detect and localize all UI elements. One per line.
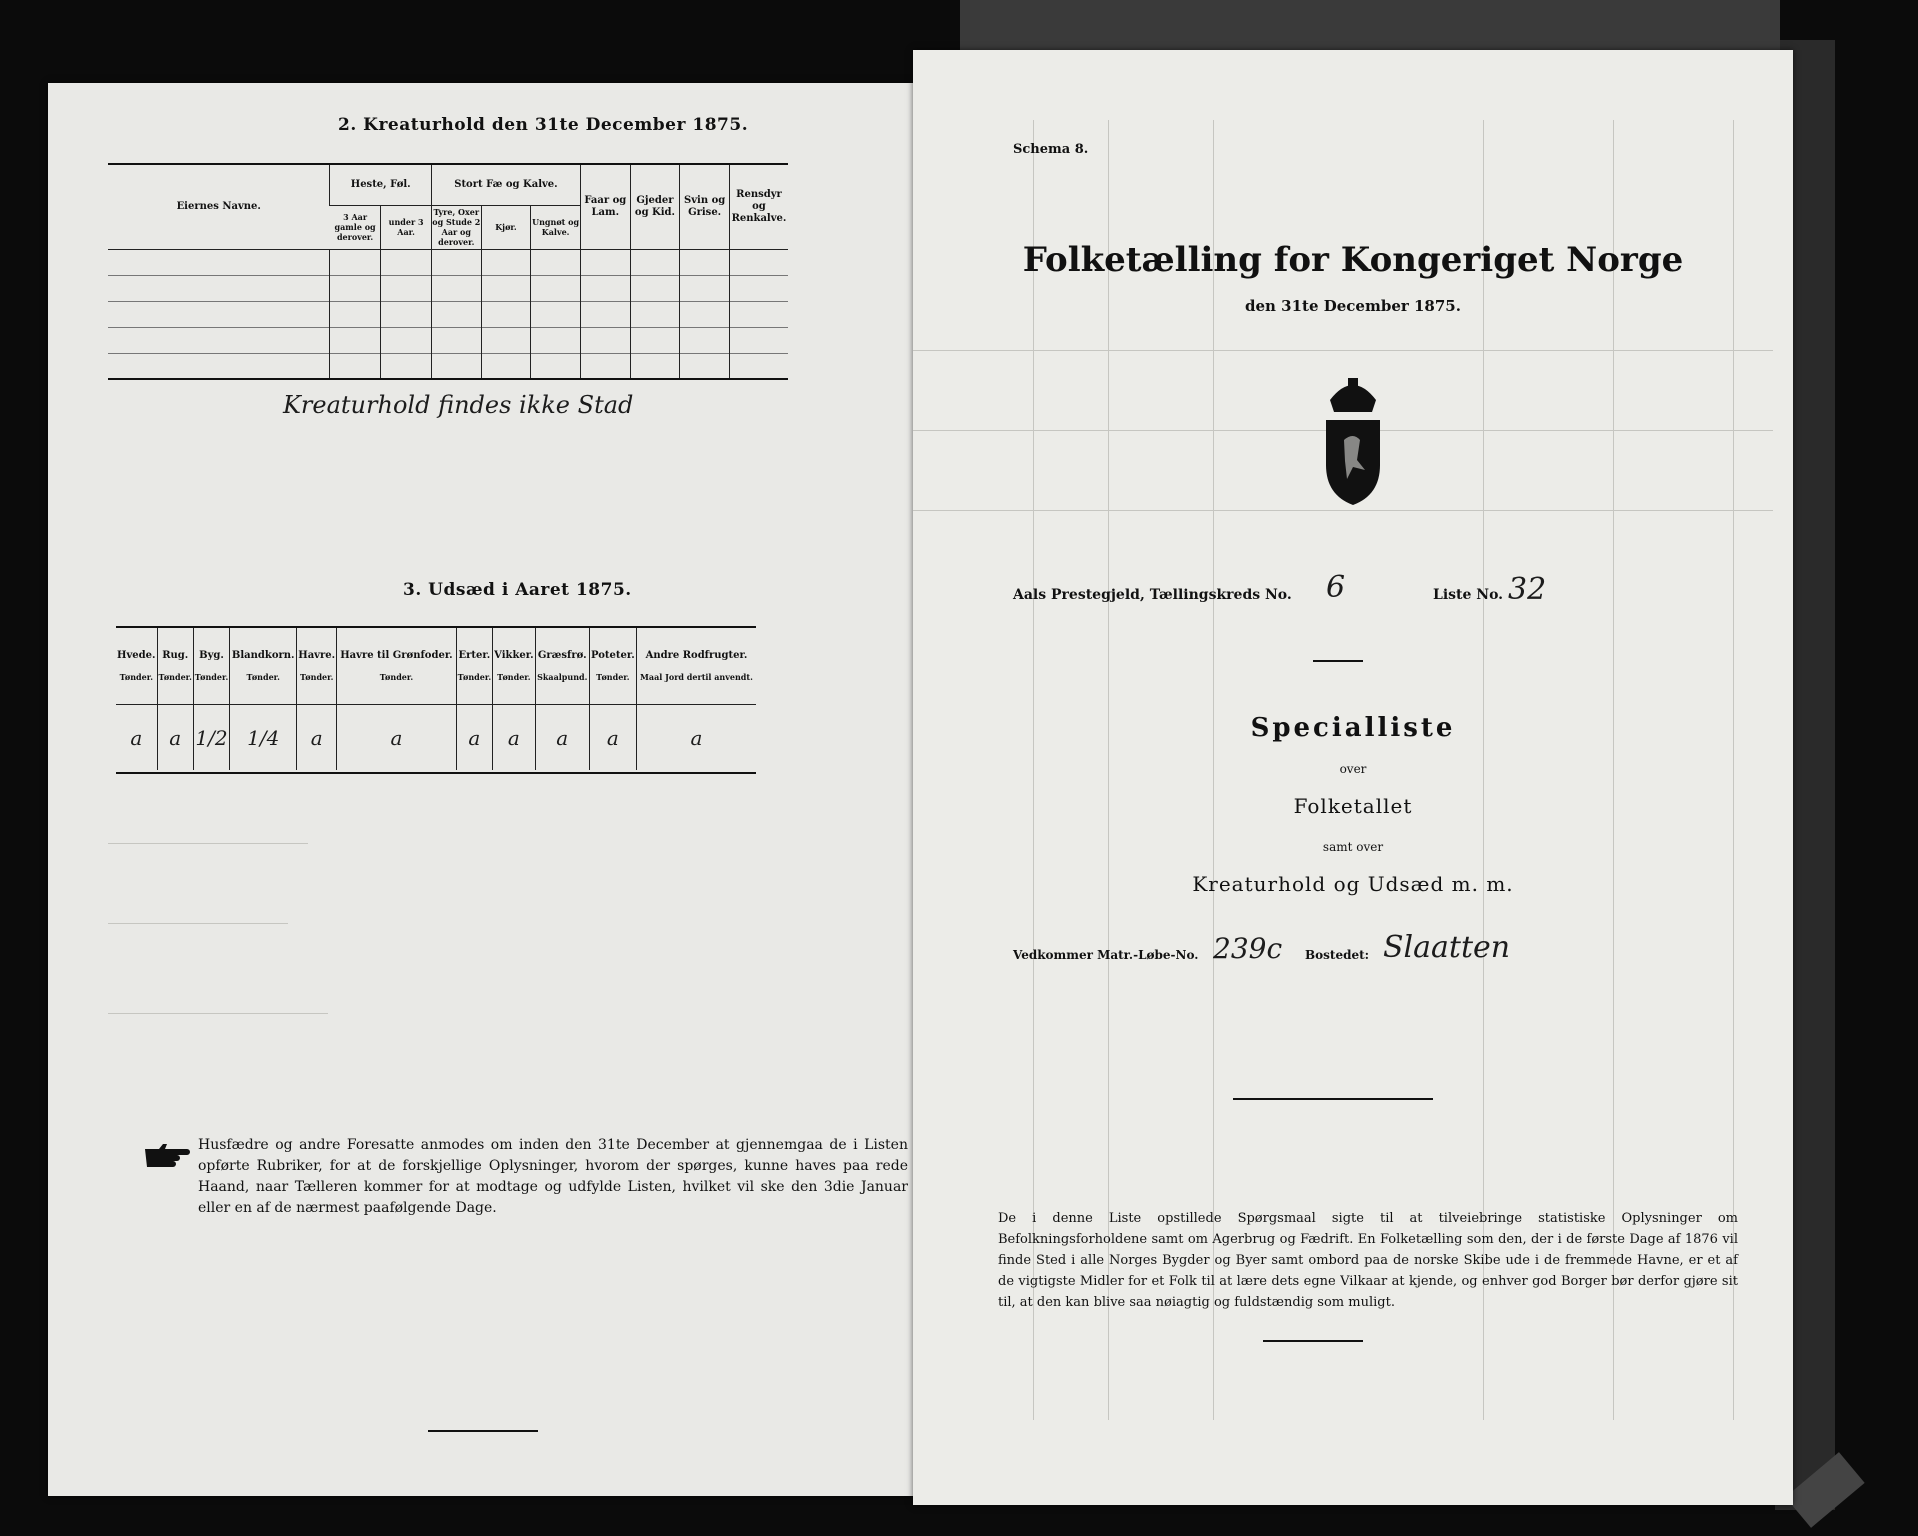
closing-rule bbox=[428, 1430, 538, 1432]
udsaed-header-unit: Tønder. bbox=[497, 672, 531, 683]
matr-no: 239c bbox=[1213, 932, 1283, 965]
udsaed-header-9 bbox=[589, 628, 636, 705]
table3-bottom-rule bbox=[116, 772, 756, 774]
folketallet-title: Folketallet bbox=[1293, 794, 1413, 818]
bleed-line bbox=[108, 1013, 328, 1014]
udsaed-header-name: Poteter. bbox=[591, 650, 635, 662]
specialliste-title: Specialliste bbox=[1250, 713, 1456, 743]
udsaed-value-6: a bbox=[456, 705, 492, 770]
udsaed-header-name: Hvede. bbox=[117, 650, 156, 662]
udsaed-value-5: a bbox=[337, 705, 457, 770]
udsaed-value-10: a bbox=[636, 705, 756, 770]
udsaed-header-2 bbox=[193, 628, 229, 705]
matr-label: Vedkommer Matr.-Løbe-No. bbox=[1013, 948, 1199, 962]
main-title: Folketælling for Kongeriget Norge bbox=[1022, 240, 1684, 280]
liste-no: 32 bbox=[1508, 572, 1547, 607]
udsaed-header-3 bbox=[230, 628, 297, 705]
udsaed-header-unit: Tønder. bbox=[246, 672, 280, 683]
udsaed-header-name: Havre. bbox=[298, 650, 336, 662]
udsaed-header-unit: Tønder. bbox=[119, 672, 153, 683]
udsaed-header-unit: Tønder. bbox=[379, 672, 414, 683]
bostedet-label: Bostedet: bbox=[1305, 948, 1370, 962]
section3-title: 3. Udsæd i Aaret 1875. bbox=[403, 580, 632, 600]
udsaed-value-1: a bbox=[157, 705, 193, 770]
udsaed-value-3: 1/4 bbox=[230, 705, 297, 770]
right-page bbox=[913, 50, 1793, 1505]
rensdyr-header: Rensdyr og Renkalve. bbox=[729, 165, 788, 249]
bleed-line bbox=[108, 843, 308, 844]
col-owner-header: Eiernes Navne. bbox=[176, 200, 261, 212]
udsaed-header-10 bbox=[636, 628, 756, 705]
stort-sub3: Ungnøt og Kalve. bbox=[531, 205, 581, 249]
heste-sub2: under 3 Aar. bbox=[381, 205, 432, 249]
udsaed-value-2: 1/2 bbox=[193, 705, 229, 770]
heste-group-header: Heste, Føl. bbox=[330, 165, 431, 205]
udsaed-header-1 bbox=[157, 628, 193, 705]
udsaed-header-unit: Tønder. bbox=[596, 672, 630, 683]
udsaed-header-name: Byg. bbox=[199, 650, 224, 662]
udsaed-value-8: a bbox=[535, 705, 589, 770]
udsaed-header-name: Rug. bbox=[162, 650, 189, 662]
udsaed-value-9: a bbox=[589, 705, 636, 770]
udsaed-header-name: Havre til Grønfoder. bbox=[340, 650, 453, 662]
over-label: over bbox=[1339, 762, 1367, 776]
udsaed-value-7: a bbox=[493, 705, 536, 770]
divider-long bbox=[1233, 1098, 1433, 1100]
samt-over-label: samt over bbox=[1322, 840, 1384, 854]
stort-sub2: Kjør. bbox=[481, 205, 531, 249]
kreaturhold-title: Kreaturhold og Udsæd m. m. bbox=[1192, 872, 1514, 896]
udsaed-header-0 bbox=[116, 628, 157, 705]
info-text: De i denne Liste opstillede Spørgsmaal sigte til at tilveiebringe statistiske Oplysninger om Befolkningsforholdene samt om Agerbrug og Fædrift. En Folketælling som den, der i de første Dage af 1876 vil finde Sted i alle Norges Bygder og Byer samt ombord paa de norske Skibe ude i de fremmede Havne, er et af de vigtigste Midler for et Folk til at lære dets egne Vilkaar at kjende, og enhver god Borger bør derfor gjøre sit til, at den kan blive saa nøiagtig og fuldstændig som muligt. bbox=[998, 1211, 1738, 1310]
norwegian-lion-crest-icon bbox=[1318, 370, 1388, 514]
udsaed-header-unit: Tønder. bbox=[299, 672, 334, 683]
udsaed-header-unit: Tønder. bbox=[158, 672, 192, 683]
udsaed-header-name: Andre Rodfrugter. bbox=[645, 650, 748, 662]
stort-group-header: Stort Fæ og Kalve. bbox=[431, 165, 580, 205]
udsaed-value-0: a bbox=[130, 725, 143, 750]
handwritten-kreaturhold-note: Kreaturhold findes ikke Stad bbox=[283, 391, 634, 419]
gjeder-header: Gjeder og Kid. bbox=[630, 165, 680, 249]
udsaed-header-name: Erter. bbox=[458, 650, 491, 662]
liste-label: Liste No. bbox=[1433, 587, 1504, 603]
svin-header: Svin og Grise. bbox=[680, 165, 730, 249]
udsaed-table bbox=[116, 628, 756, 770]
faar-header: Faar og Lam. bbox=[580, 165, 630, 249]
left-page bbox=[48, 83, 914, 1496]
tellingskreds-no: 6 bbox=[1326, 570, 1346, 605]
bostedet-value: Slaatten bbox=[1383, 930, 1511, 965]
prestegjeld-label: Aals Prestegjeld, Tællingskreds No. bbox=[1013, 587, 1292, 603]
udsaed-header-unit: Tønder. bbox=[457, 672, 492, 683]
udsaed-header-6 bbox=[456, 628, 492, 705]
udsaed-header-name: Blandkorn. bbox=[231, 650, 295, 662]
udsaed-header-name: Græsfrø. bbox=[537, 650, 587, 662]
udsaed-header-unit: Skaalpund. bbox=[537, 672, 588, 683]
udsaed-header-5 bbox=[337, 628, 457, 705]
table2-bottom-rule bbox=[108, 378, 788, 380]
bleed-hline bbox=[913, 350, 1773, 351]
divider-short bbox=[1313, 660, 1363, 662]
bleed-line bbox=[108, 923, 288, 924]
udsaed-header-unit: Tønder. bbox=[194, 672, 229, 683]
notice-text: Husfædre og andre Foresatte anmodes om inden den 31te December at gjennemgaa de i Listen opførte Rubriker, for at de forskjellige Oplysninger, hvorom der spørges, kunne haves paa rede Haand, naar Tælleren kommer for at modtage og udfylde Listen, hvilket vil ske den 3die Januar eller en af de nærmest paafølgende Dage. bbox=[198, 1137, 908, 1216]
pointing-hand-icon bbox=[143, 1141, 191, 1171]
section2-title: 2. Kreaturhold den 31te December 1875. bbox=[338, 115, 749, 135]
closing-rule-right bbox=[1263, 1340, 1363, 1342]
kreaturhold-table bbox=[108, 165, 788, 378]
heste-sub1: 3 Aar gamle og derover. bbox=[334, 212, 376, 242]
udsaed-header-4 bbox=[297, 628, 337, 705]
udsaed-header-name: Vikker. bbox=[494, 650, 534, 662]
schema-label: Schema 8. bbox=[1013, 142, 1089, 157]
page-stack-top bbox=[960, 0, 1780, 55]
udsaed-header-8 bbox=[535, 628, 589, 705]
udsaed-header-7 bbox=[493, 628, 536, 705]
stort-sub1: Tyre, Oxer og Stude 2 Aar og derover. bbox=[432, 207, 481, 247]
udsaed-value-4: a bbox=[297, 705, 337, 770]
udsaed-header-unit: Maal Jord dertil anvendt. bbox=[640, 672, 753, 683]
sub-title: den 31te December 1875. bbox=[1245, 297, 1461, 315]
